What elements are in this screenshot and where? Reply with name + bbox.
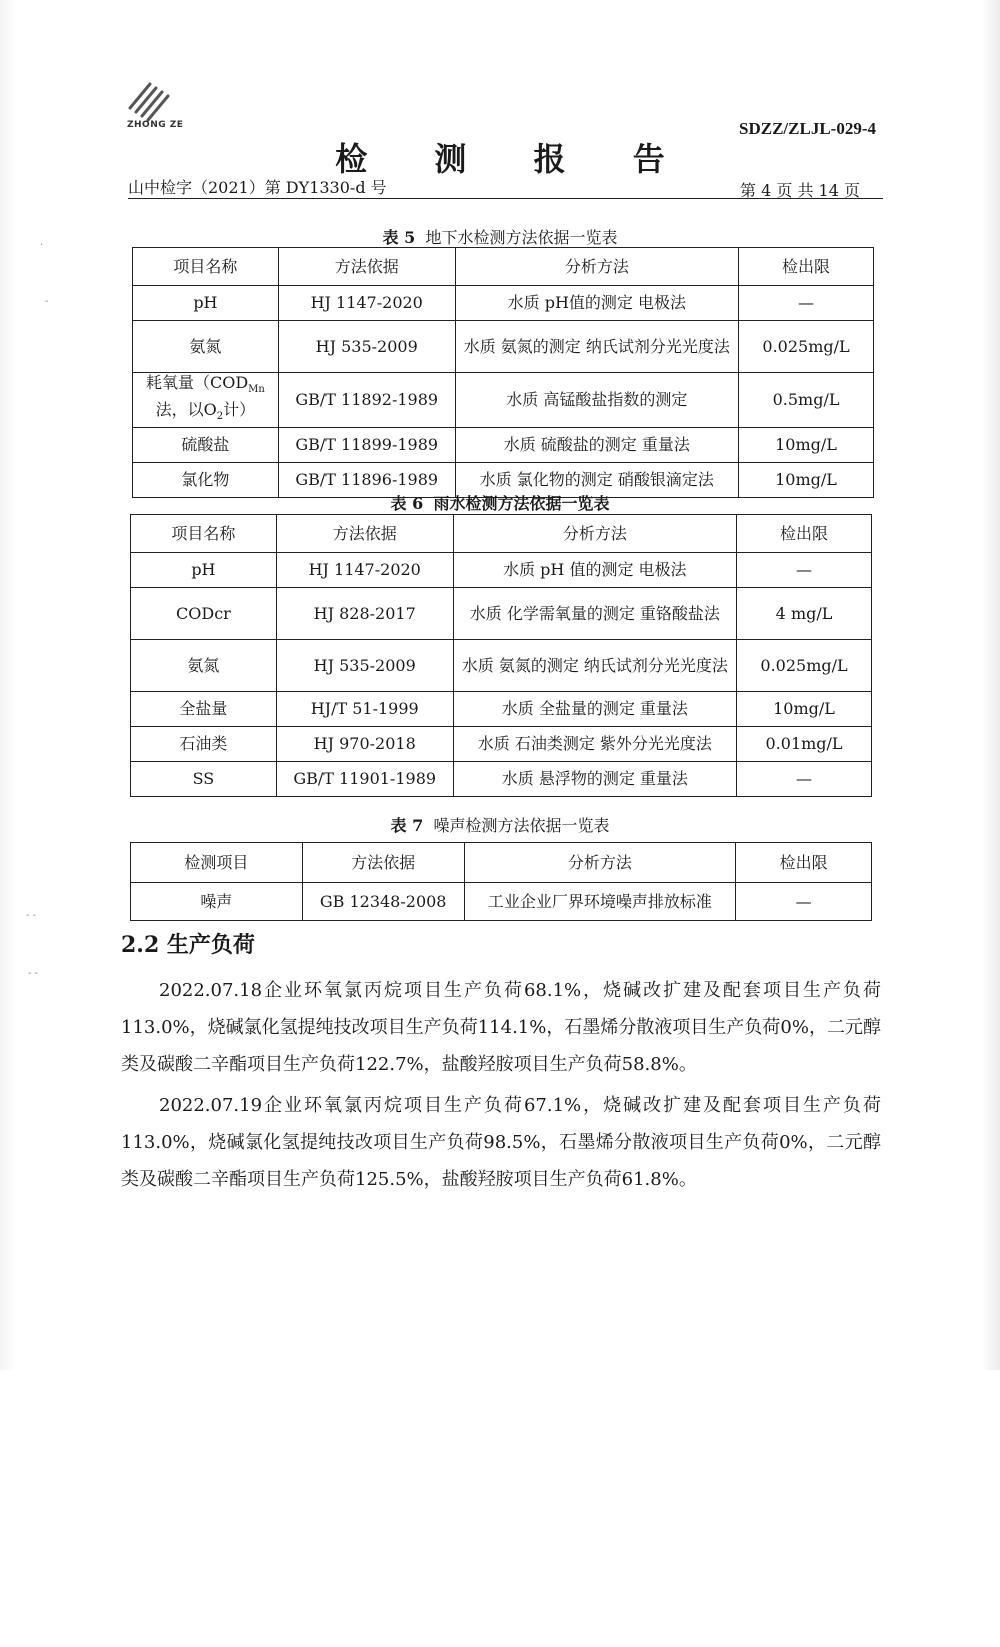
table7-header-cell: 检测项目 (131, 843, 303, 883)
table-cell: — (737, 762, 872, 797)
table-cell: 水质 全盐量的测定 重量法 (453, 692, 736, 727)
section-heading: 2.2 生产负荷 (121, 932, 255, 958)
table-cell: 水质 pH 值的测定 电极法 (453, 553, 736, 588)
table-cell: 石油类 (131, 727, 277, 762)
table5 (132, 247, 874, 498)
table-cell: 水质 悬浮物的测定 重量法 (453, 762, 736, 797)
table-row (133, 428, 874, 463)
table-cell: 0.025mg/L (739, 321, 874, 373)
table-cell: HJ 1147-2020 (278, 286, 455, 321)
table-cell: 水质 氯化物的测定 硝酸银滴定法 (455, 463, 738, 498)
table5-header-row (133, 248, 874, 286)
table-row (131, 692, 872, 727)
table5-header-cell: 检出限 (739, 248, 874, 286)
table7-header-cell: 检出限 (736, 843, 872, 883)
table-cell: GB 12348-2008 (302, 883, 464, 921)
table-cell: HJ 535-2009 (276, 640, 453, 692)
table-cell: 4 mg/L (737, 588, 872, 640)
table-cell: 水质 高锰酸盐指数的测定 (455, 373, 738, 428)
table-cell: — (739, 286, 874, 321)
table-cell: 水质 pH值的测定 电极法 (455, 286, 738, 321)
table-cell: 10mg/L (737, 692, 872, 727)
table-cell: 工业企业厂界环境噪声排放标准 (464, 883, 736, 921)
table-row (131, 640, 872, 692)
table-cell: 耗氧量（$COD_{Mn}$法，以$O_2$计） (133, 373, 279, 428)
report-number: 山中检字（2021）第 DY1330-d 号 (128, 178, 387, 197)
table7-caption (0, 813, 1000, 836)
table-cell: CODcr (131, 588, 277, 640)
table7-caption-no: 表 7 (390, 816, 424, 835)
table-cell: HJ 1147-2020 (276, 553, 453, 588)
table6-caption (0, 491, 1000, 514)
table6 (130, 514, 872, 797)
table-row (133, 373, 874, 428)
table-cell: pH (131, 553, 277, 588)
table-cell: 水质 氨氮的测定 纳氏试剂分光光度法 (453, 640, 736, 692)
table-cell: GB/T 11892-1989 (278, 373, 455, 428)
table5-header-cell: 方法依据 (278, 248, 455, 286)
table6-header-row (131, 515, 872, 553)
table-cell: GB/T 11899-1989 (278, 428, 455, 463)
table-cell: 全盐量 (131, 692, 277, 727)
table-cell: 水质 硫酸盐的测定 重量法 (455, 428, 738, 463)
scan-mark: · (40, 240, 44, 251)
table-cell: HJ/T 51-1999 (276, 692, 453, 727)
table5-caption-text: 地下水检测方法依据一览表 (425, 228, 618, 247)
table6-header-cell: 检出限 (737, 515, 872, 553)
page-title: 检 测 报 告 (335, 140, 693, 178)
table-cell: 10mg/L (739, 428, 874, 463)
table-cell: 0.5mg/L (739, 373, 874, 428)
table-cell: 噪声 (131, 883, 303, 921)
table-row (133, 321, 874, 373)
table5-header-cell: 项目名称 (133, 248, 279, 286)
page-number: 第 4 页 共 14 页 (740, 181, 860, 200)
scan-mark: - (45, 296, 49, 307)
paragraph-load-0718: 2022.07.18企业环氧氯丙烷项目生产负荷68.1%，烧碱改扩建及配套项目生产负荷113.0%，烧碱氯化氢提纯技改项目生产负荷114.1%，石墨烯分散液项目生产负荷0%，二元醇类及碳酸二辛酯项目生产负荷122.7%，盐酸羟胺项目生产负荷58.8%。 (121, 980, 881, 1075)
table7-caption-text: 噪声检测方法依据一览表 (433, 816, 610, 835)
table-row (131, 883, 872, 921)
table-cell: pH (133, 286, 279, 321)
table-cell: GB/T 11901-1989 (276, 762, 453, 797)
table-cell: HJ 535-2009 (278, 321, 455, 373)
table-cell: 0.01mg/L (737, 727, 872, 762)
table-cell: — (737, 553, 872, 588)
table6-header-cell: 分析方法 (453, 515, 736, 553)
table6-header-cell: 方法依据 (276, 515, 453, 553)
table-row (131, 762, 872, 797)
table6-caption-no: 表 6 (390, 494, 424, 513)
table-cell: 硫酸盐 (133, 428, 279, 463)
table7 (130, 842, 872, 921)
table-cell: 氯化物 (133, 463, 279, 498)
table-cell: 10mg/L (739, 463, 874, 498)
scan-mark: - - (26, 910, 36, 921)
table5-caption (0, 225, 1000, 248)
table-cell: 水质 化学需氧量的测定 重铬酸盐法 (453, 588, 736, 640)
table-row (133, 286, 874, 321)
scan-mark: - - (28, 968, 38, 979)
table7-header-cell: 分析方法 (464, 843, 736, 883)
logo-text: ZHONG ZE (127, 120, 184, 130)
header-rule (128, 198, 883, 199)
table-cell: — (736, 883, 872, 921)
table-row (131, 588, 872, 640)
table-cell: 水质 氨氮的测定 纳氏试剂分光光度法 (455, 321, 738, 373)
table-cell: HJ 970-2018 (276, 727, 453, 762)
table7-header-cell: 方法依据 (302, 843, 464, 883)
table-cell: 水质 石油类测定 紫外分光光度法 (453, 727, 736, 762)
document-code: SDZZ/ZLJL-029-4 (739, 119, 876, 138)
table5-header-cell: 分析方法 (455, 248, 738, 286)
table5-caption-no: 表 5 (382, 228, 416, 247)
table-cell: 氨氮 (133, 321, 279, 373)
table-cell: HJ 828-2017 (276, 588, 453, 640)
table6-header-cell: 项目名称 (131, 515, 277, 553)
table-cell: SS (131, 762, 277, 797)
table-cell: GB/T 11896-1989 (278, 463, 455, 498)
table7-header-row (131, 843, 872, 883)
paragraph-load-0719: 2022.07.19企业环氧氯丙烷项目生产负荷67.1%，烧碱改扩建及配套项目生产负荷113.0%，烧碱氯化氢提纯技改项目生产负荷98.5%，石墨烯分散液项目生产负荷0%，二元醇类及碳酸二辛酯项目生产负荷125.5%，盐酸羟胺项目生产负荷61.8%。 (121, 1095, 881, 1190)
table-row (131, 553, 872, 588)
table6-caption-text: 雨水检测方法依据一览表 (433, 494, 610, 513)
table-cell: 氨氮 (131, 640, 277, 692)
table-row (131, 727, 872, 762)
table-cell: 0.025mg/L (737, 640, 872, 692)
